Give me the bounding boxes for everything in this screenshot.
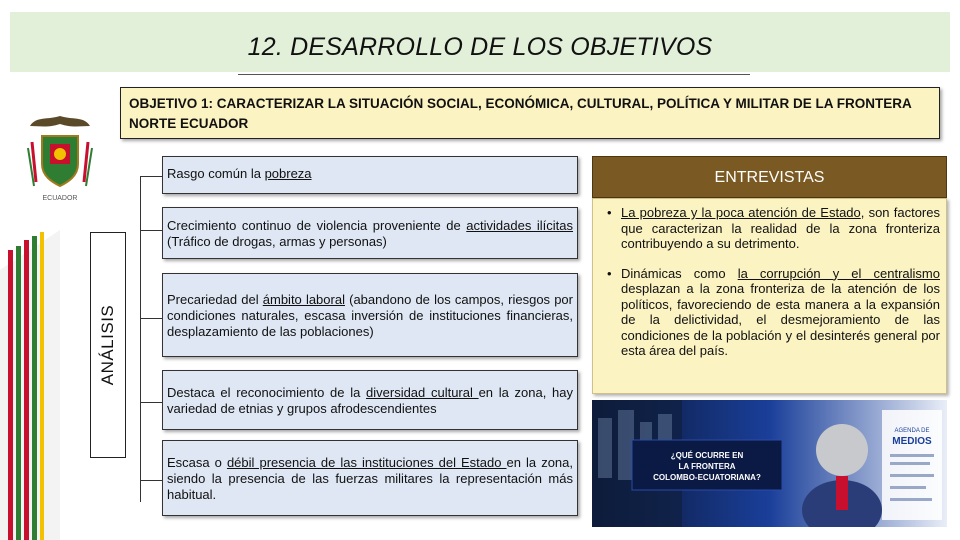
analysis-box-labor: Precariedad del ámbito laboral (abandono de los campos, riesgos por condiciones naturales, escasa inversión de instituciones financieras, desplazamiento de las poblaciones) xyxy=(162,273,578,357)
interviews-heading: ENTREVISTAS xyxy=(592,156,947,198)
analysis-box-culture: Destaca el reconocimiento de la diversidad cultural en la zona, hay variedad de etnias y grupos afrodescendientes xyxy=(162,370,578,430)
title-underline xyxy=(238,74,750,75)
underlined-text: pobreza xyxy=(264,166,312,181)
underlined-text: la corrupción y el centralismo xyxy=(737,265,940,281)
bracket-tick xyxy=(140,318,162,319)
video-headline: ¿QUÉ OCURRE EN LA FRONTERA COLOMBO-ECUATORIANA? xyxy=(653,451,761,482)
bracket-tick xyxy=(140,176,162,177)
underlined-text: La pobreza y la poca atención de Estado xyxy=(621,205,861,220)
underlined-text: actividades ilícitas xyxy=(466,218,573,233)
analysis-box-poverty: Rasgo común la pobreza xyxy=(162,156,578,194)
agenda-title: MEDIOS xyxy=(892,436,932,447)
agenda-label: AGENDA DE xyxy=(894,428,930,434)
video-presenter-icon xyxy=(816,424,868,476)
interviews-list xyxy=(592,198,947,394)
underlined-text: ámbito laboral xyxy=(262,292,345,307)
interview-item: • La pobreza y la poca atención de Estado, son factores que caracterizan la realidad de la zona fronteriza contribuyendo a su detrimento. xyxy=(607,205,940,252)
analysis-label-box xyxy=(90,232,126,458)
underlined-text: diversidad cultural xyxy=(366,385,479,400)
interview-item: • Dinámicas como la corrupción y el centralismo desplazan a la zona fronteriza de la atención de los políticos, favoreciendo de esta manera a la expansión de la delictividad, el desmejoramiento de las condiciones de la población y el desinterés general por esta área del país. xyxy=(607,266,940,359)
flag-stripes-decoration xyxy=(0,230,60,540)
coat-of-arms-icon xyxy=(20,112,100,204)
analysis-label: ANÁLISIS xyxy=(98,304,117,386)
bracket-tick xyxy=(140,402,162,403)
bracket-tick xyxy=(140,480,162,481)
slide-title: 12. DESARROLLO DE LOS OBJETIVOS xyxy=(247,33,713,61)
underlined-text: débil presencia de las instituciones del Estado xyxy=(226,455,507,470)
emblem-caption: ECUADOR xyxy=(42,195,78,202)
objective-box: OBJETIVO 1: CARACTERIZAR LA SITUACIÓN SOCIAL, ECONÓMICA, CULTURAL, POLÍTICA Y MILITAR DE LA FRONTERA NORTE ECUADOR xyxy=(120,87,940,139)
bracket-line xyxy=(140,176,141,502)
analysis-box-state: Escasa o débil presencia de las instituciones del Estado en la zona, siendo la presencia de las fuerzas militares la representación más habitual. xyxy=(162,440,578,516)
title-band xyxy=(10,12,950,72)
analysis-box-violence: Crecimiento continuo de violencia proveniente de actividades ilícitas (Tráfico de drogas, armas y personas) xyxy=(162,207,578,259)
bracket-tick xyxy=(140,230,162,231)
video-thumbnail[interactable] xyxy=(592,400,947,527)
